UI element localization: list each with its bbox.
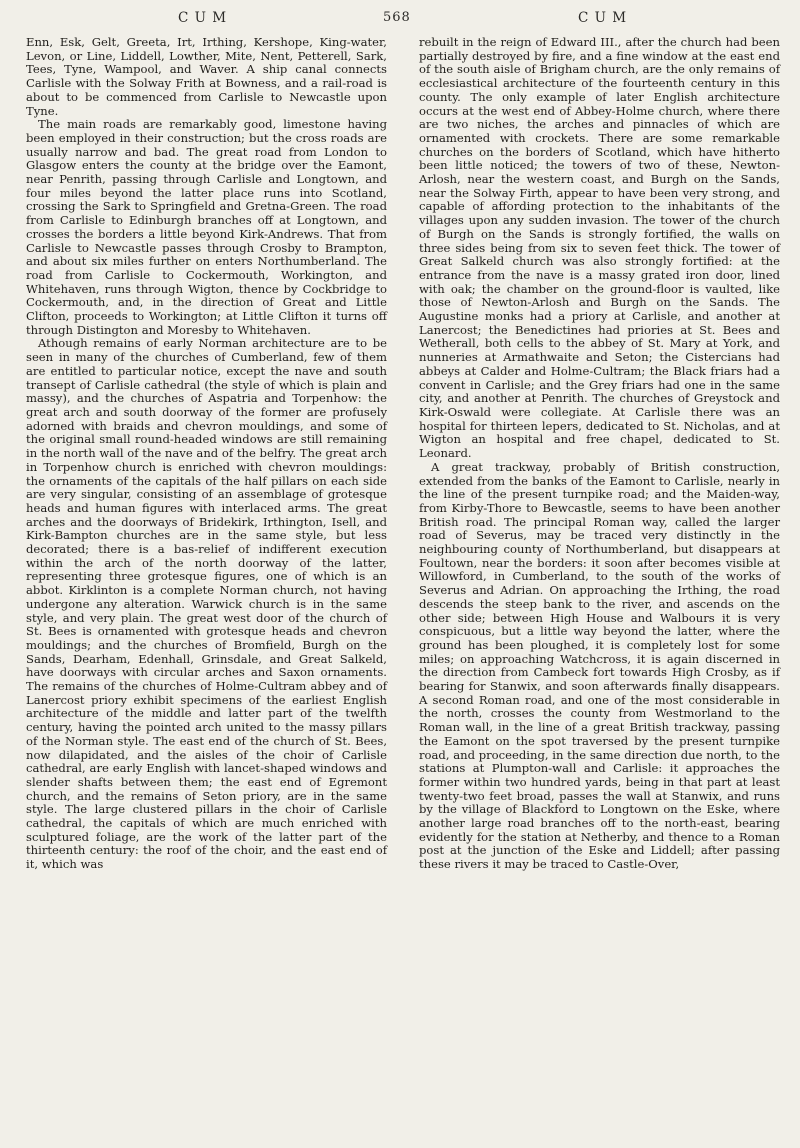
header-left-heading: C U M [178,10,228,26]
text-columns [26,36,780,872]
running-header [0,10,800,30]
header-right-heading: C U M [578,10,628,26]
page-number: 568 [383,10,411,25]
paragraph: Athough remains of early Norman architecture are to be seen in many of the churches of Cumberland, few of them are entitled to particular notice, except the nave and south transept of Carlisle cathedral (the style of which is plain and massy), and the churches of Aspatria and Torpenhow: the great arch and south doorway of the former are profusely adorned with braids and chevron mouldings, and some of the original small round-headed windows are still remaining in the north wall of the nave and of the belfry. The great arch in Torpenhow church is enriched with chevron mouldings: the ornaments of the capitals of the half pillars on each side are very singular, consisting of an assemblage of grotesque heads and human figures with interlaced arms. The great arches and the doorways of Bridekirk, Irthington, Isell, and Kirk-Bampton churches are in the same style, but less decorated; there is a bas-relief of indifferent execution within the arch of the north doorway of the latter, representing three grotesque figures, one of which is an abbot. Kirklinton is a complete Norman church, not having undergone any alteration. Warwick church is in the same style, and very plain. The great west door of the church of St. Bees is ornamented with grotesque heads and chevron mouldings; and the churches of Bromfield, Burgh on the Sands, Dearham, Edenhall, Grinsdale, and Great Salkeld, have doorways with circular arches and Saxon ornaments. The remains of the churches of Holme-Cultram abbey and of Lanercost priory exhibit specimens of the earliest English architecture of the middle and latter part of the twelfth century, having the pointed arch united to the massy pillars of the Norman style. The east end of the church of St. Bees, now dilapidated, and the aisles of the choir of Carlisle cathedral, are early English with lancet-shaped windows and slender shafts between them; the east end of Egremont church, and the remains of Seton priory, are in the same style. The large clustered pillars in the choir of Carlisle cathedral, the capitals of which are much enriched with sculptured foliage, are the work of the latter part of the thirteenth century: the roof of the choir, and the east end of it, which was [26,336,387,872]
right-column [419,36,780,872]
paragraph: A great trackway, probably of British construction, extended from the banks of the Eamont to Carlisle, nearly in the line of the present turnpike road; and the Maiden-way, from Kirby-Thore to Bewcastle, seems to have been another British road. The principal Roman way, called the larger road of Severus, may be traced very distinctly in the neighbouring county of Northumberland, but disappears at Foultown, near the borders: it soon after becomes visible at Willowford, in Cumberland, to the south of the works of Severus and Adrian. On approaching the Irthing, the road descends the steep bank to the river, and ascends on the other side; between High House and Walbours it is very conspicuous, but a little way beyond the latter, where the ground has been ploughed, it is completely lost for some miles; on approaching Watchcross, it is again discerned in the direction from Cambeck fort towards High Crosby, as if bearing for Stanwix, and soon afterwards finally disappears. A second Roman road, and one of the most considerable in the north, crosses the county from Westmorland to the Roman wall, in the line of a great British trackway, passing the Eamont on the spot traversed by the present turnpike road, and proceeding, in the same direction due north, to the stations at Plumpton-wall and Carlisle: it approaches the former within two hundred yards, being in that part at least twenty-two feet broad, passes the wall at Stanwix, and runs by the village of Blackford to Longtown on the Eske, where another large road branches off to the north-east, bearing evidently for the station at Netherby, and thence to a Roman post at the junction of the Eske and Liddell; after passing these rivers it may be traced to Castle-Over, [419,459,780,872]
paragraph: rebuilt in the reign of Edward III., after the church had been partially destroyed by fire, and a fine window at the east end of the south aisle of Brigham church, are the only remains of ecclesiastical architecture of the fourteenth century in this county. The only example of later English architecture occurs at the west end of Abbey-Holme church, where there are two niches, the arches and pinnacles of which are ornamented with crockets. There are some remarkable churches on the borders of Scotland, which have hitherto been little noticed; the towers of two of these, Newton-Arlosh, near the western coast, and Burgh on the Sands, near the Solway Firth, appear to have been very strong, and capable of affording protection to the inhabitants of the villages upon any sudden invasion. The tower of the church of Burgh on the Sands is strongly fortified, the walls on three sides being from six to seven feet thick. The tower of Great Salkeld church was also strongly fortified: at the entrance from the nave is a massy grated iron door, lined with oak; the chamber on the ground-floor is vaulted, like those of Newton-Arlosh and Burgh on the Sands. The Augustine monks had a priory at Carlisle, and another at Lanercost; the Benedictines had priories at St. Bees and Wetherall, both cells to the abbey of St. Mary at York, and nunneries at Armathwaite and Seton; the Cistercians had abbeys at Calder and Holme-Cultram; the Black friars had a convent in Carlisle; and the Grey friars had one in the same city, and another at Penrith. The churches of Greystock and Kirk-Oswald were collegiate. At Carlisle there was an hospital for thirteen lepers, dedicated to St. Nicholas, and at Wigton an hospital and free chapel, dedicated to St. Leonard. [419,35,780,461]
paragraph: The main roads are remarkably good, limestone having been employed in their construction; but the cross roads are usually narrow and bad. The great road from London to Glasgow enters the county at the bridge over the Eamont, near Penrith, passing through Carlisle and Longtown, and four miles beyond the latter place runs into Scotland, crossing the Sark to Springfield and Gretna-Green. The road from Carlisle to Edinburgh branches off at Longtown, and crosses the borders a little beyond Kirk-Andrews. That from Carlisle to Newcastle passes through Crosby to Brampton, and about six miles further on enters Northumberland. The road from Carlisle to Cockermouth, Workington, and Whitehaven, runs through Wigton, thence by Cockbridge to Cockermouth, and, in the direction of Great and Little Clifton, proceeds to Workington; at Little Clifton it turns off through Distington and Moresby to Whitehaven. [26,117,387,337]
paragraph: Enn, Esk, Gelt, Greeta, Irt, Irthing, Kershope, King-water, Levon, or Line, Liddell, Lowther, Mite, Nent, Petterell, Sark, Tees, Tyne, Wampool, and Waver. A ship canal connects Carlisle with the Solway Frith at Bowness, and a rail-road is about to be commenced from Carlisle to Newcastle upon Tyne. [26,35,387,118]
left-column [26,36,387,872]
